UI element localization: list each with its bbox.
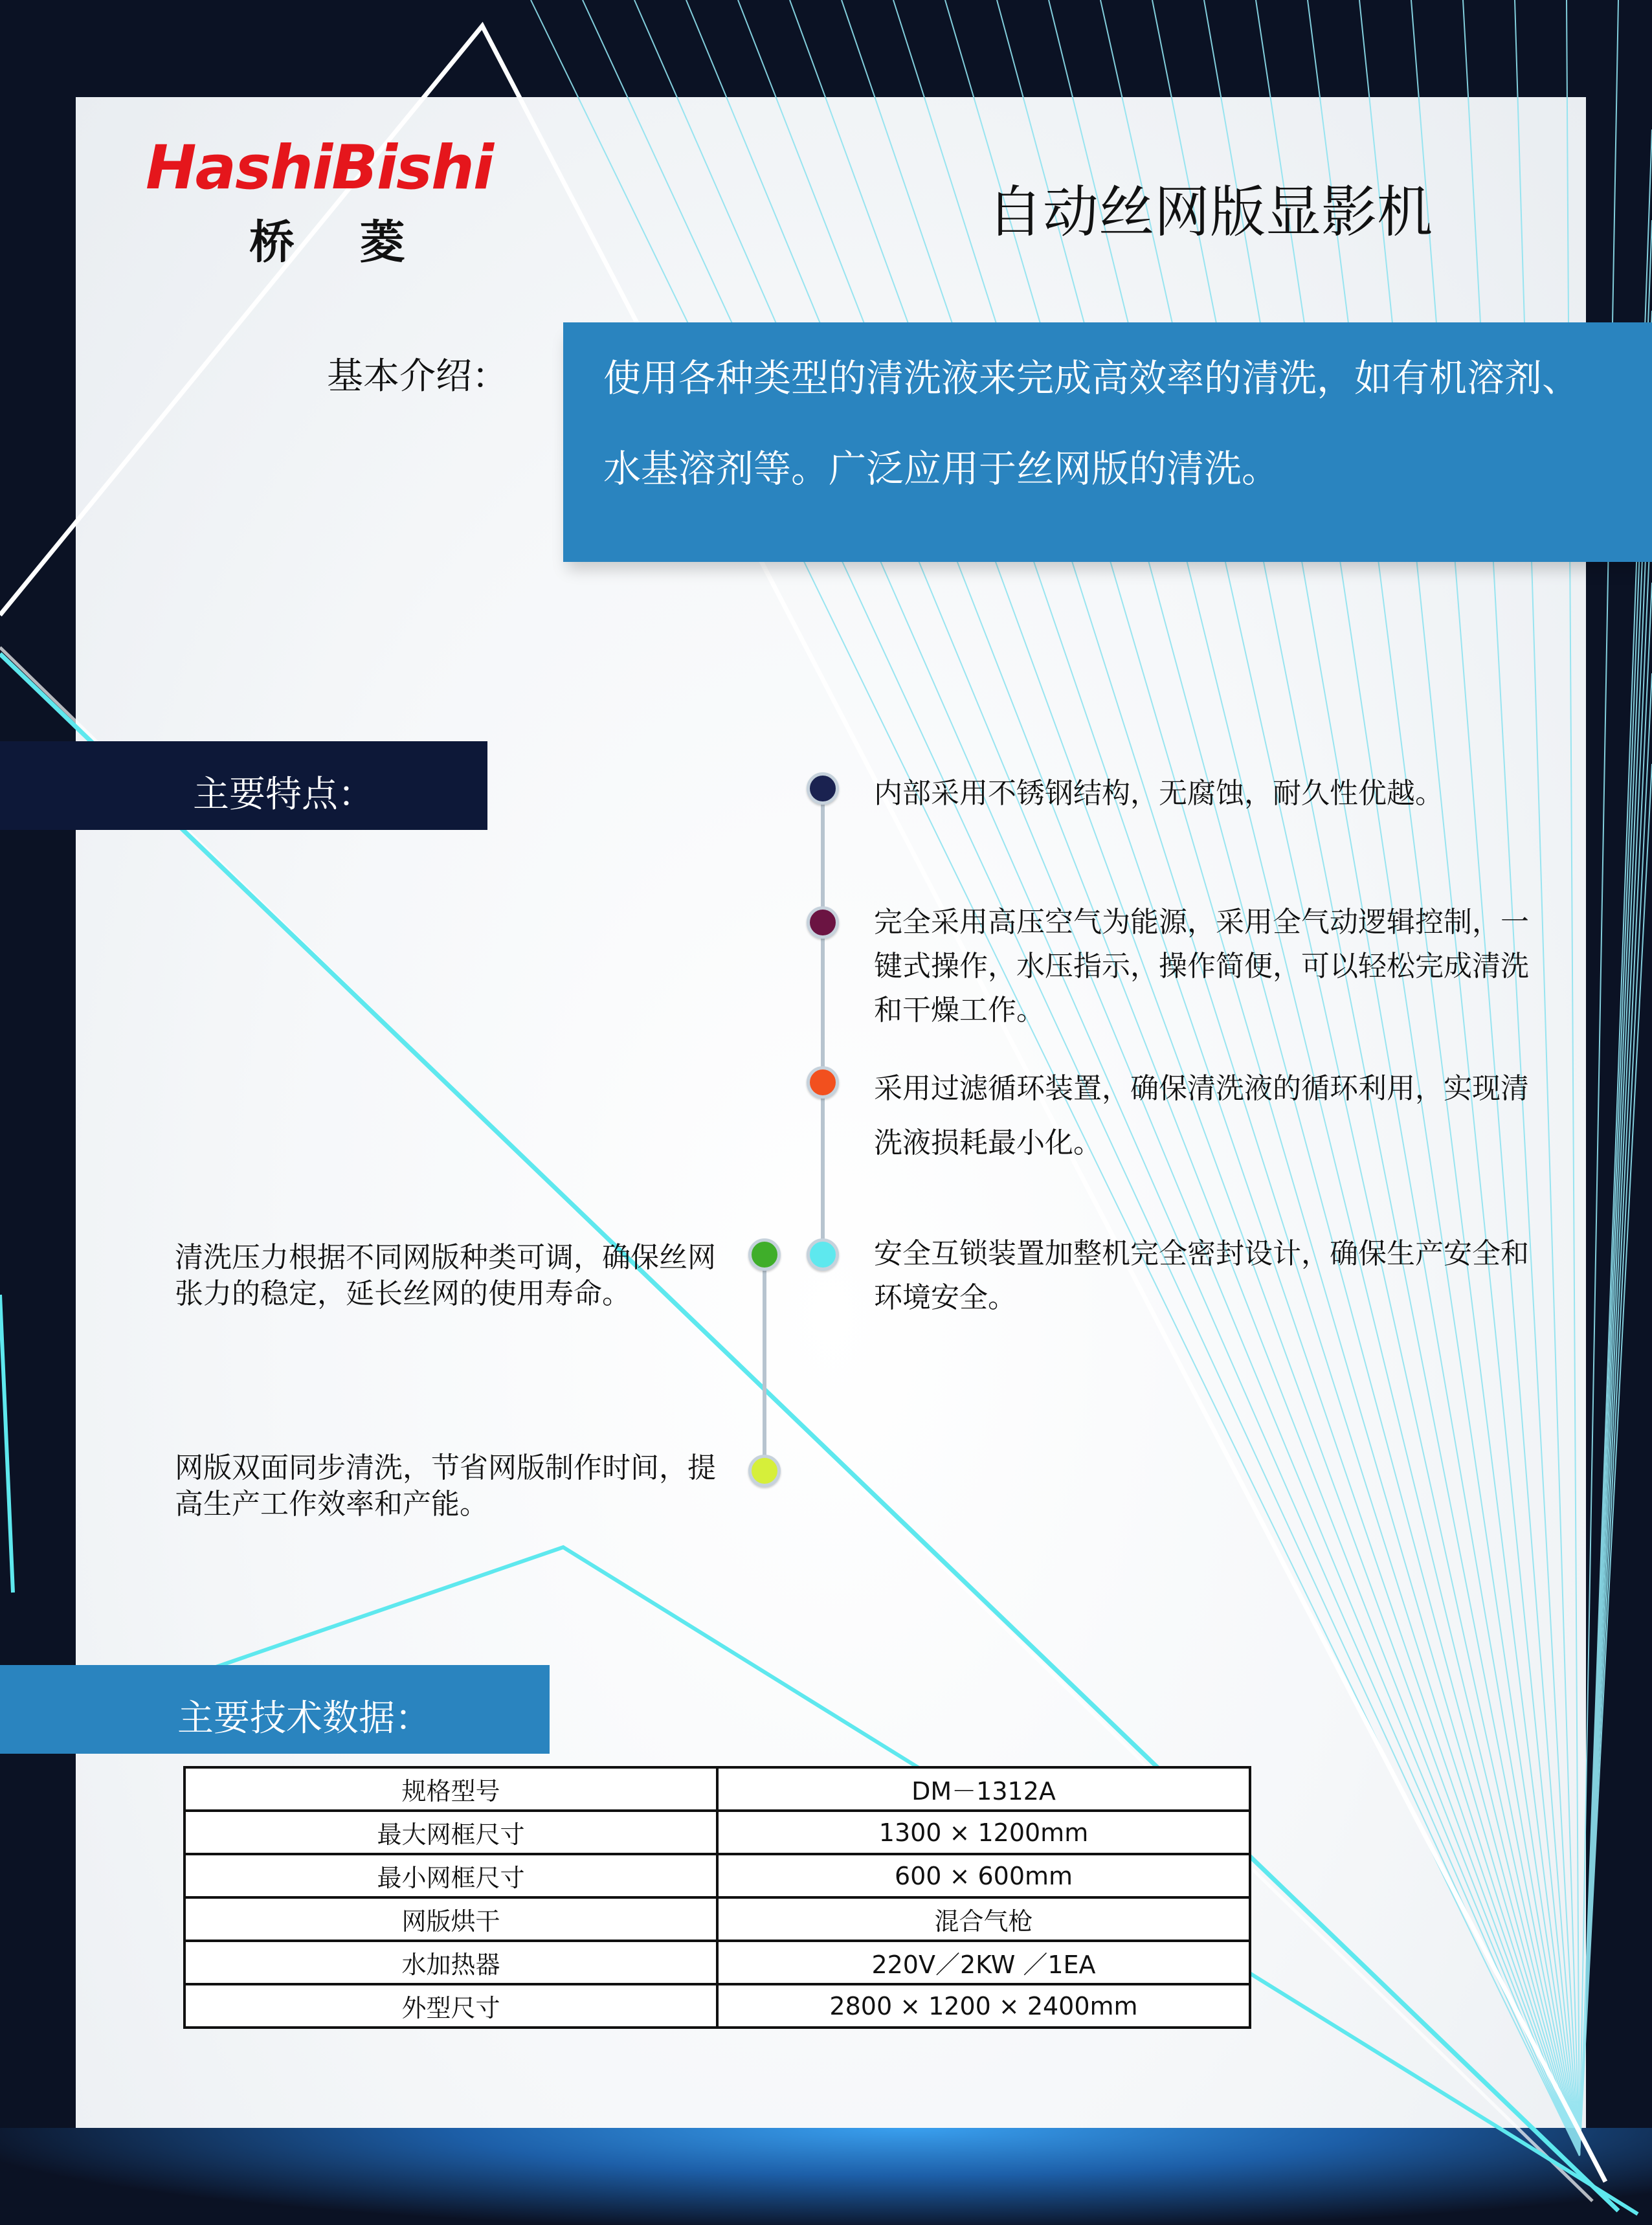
table-row — [184, 1811, 1250, 1854]
table-row — [184, 1984, 1250, 2028]
spec-value: 600 × 600mm — [717, 1854, 1250, 1897]
fan-line — [1579, 311, 1652, 2156]
feature-dot-1 — [807, 772, 839, 805]
feature-text-4: 安全互锁装置加整机完全密封设计，确保生产安全和环境安全。 — [874, 1237, 1529, 1314]
intro-box — [563, 322, 1652, 562]
features-heading: 主要特点： — [0, 741, 487, 830]
spec-value: DM－1312A — [717, 1767, 1250, 1811]
spec-label: 最小网框尺寸 — [184, 1854, 717, 1897]
brand-logo-en: HashiBishi — [146, 133, 493, 203]
spec-value: 2800 × 1200 × 2400mm — [717, 1984, 1250, 2028]
spec-value: 220V／2KW ／1EA — [717, 1941, 1250, 1984]
table-row — [184, 1767, 1250, 1811]
brand-logo-cn: 桥 菱 — [249, 215, 430, 269]
spec-label: 规格型号 — [184, 1767, 717, 1811]
feature-dot-5 — [748, 1238, 781, 1271]
bottom-glow — [0, 2128, 1652, 2225]
page-title: 自动丝网版显影机 — [987, 180, 1433, 245]
spec-value: 混合气枪 — [717, 1897, 1250, 1941]
specs-heading: 主要技术数据： — [0, 1665, 550, 1754]
feature-dot-3 — [807, 1066, 839, 1099]
feature-text-2: 完全采用高压空气为能源，采用全气动逻辑控制，一键式操作，水压指示，操作简便，可以轻松完成清洗和干燥工作。 — [874, 906, 1529, 1027]
spec-label: 水加热器 — [184, 1941, 717, 1984]
feature-text-5: 清洗压力根据不同网版种类可调，确保丝网张力的稳定，延长丝网的使用寿命。 — [175, 1241, 716, 1310]
fan-line — [1579, 673, 1652, 2156]
cyan-left-edge-line — [0, 1295, 13, 1593]
intro-text: 使用各种类型的清洗液来完成高效率的清洗，如有机溶剂、水基溶剂等。广泛应用于丝网版的清洗。 — [603, 356, 1580, 491]
table-row — [184, 1897, 1250, 1941]
fan-line — [1579, 764, 1652, 2156]
feature-text-6: 网版双面同步清洗，节省网版制作时间，提高生产工作效率和产能。 — [175, 1451, 716, 1521]
timeline-line-right — [821, 788, 825, 1254]
feature-dot-4 — [807, 1238, 839, 1271]
feature-dot-2 — [807, 906, 839, 939]
timeline-line-left — [763, 1256, 766, 1470]
fan-line — [1579, 583, 1652, 2156]
fan-line — [1579, 492, 1652, 2156]
fan-line — [1579, 401, 1652, 2156]
feature-text-3: 采用过滤循环装置，确保清洗液的循环利用，实现清洗液损耗最小化。 — [874, 1072, 1529, 1159]
spec-value: 1300 × 1200mm — [717, 1811, 1250, 1854]
spec-label: 最大网框尺寸 — [184, 1811, 717, 1854]
spec-table — [183, 1766, 1251, 2029]
spec-label: 外型尺寸 — [184, 1984, 717, 2028]
table-row — [184, 1941, 1250, 1984]
feature-text-1: 内部采用不锈钢结构，无腐蚀，耐久性优越。 — [874, 777, 1444, 810]
feature-dot-6 — [748, 1455, 781, 1487]
spec-label: 网版烘干 — [184, 1897, 717, 1941]
intro-label: 基本介绍： — [327, 355, 508, 397]
table-row — [184, 1854, 1250, 1897]
